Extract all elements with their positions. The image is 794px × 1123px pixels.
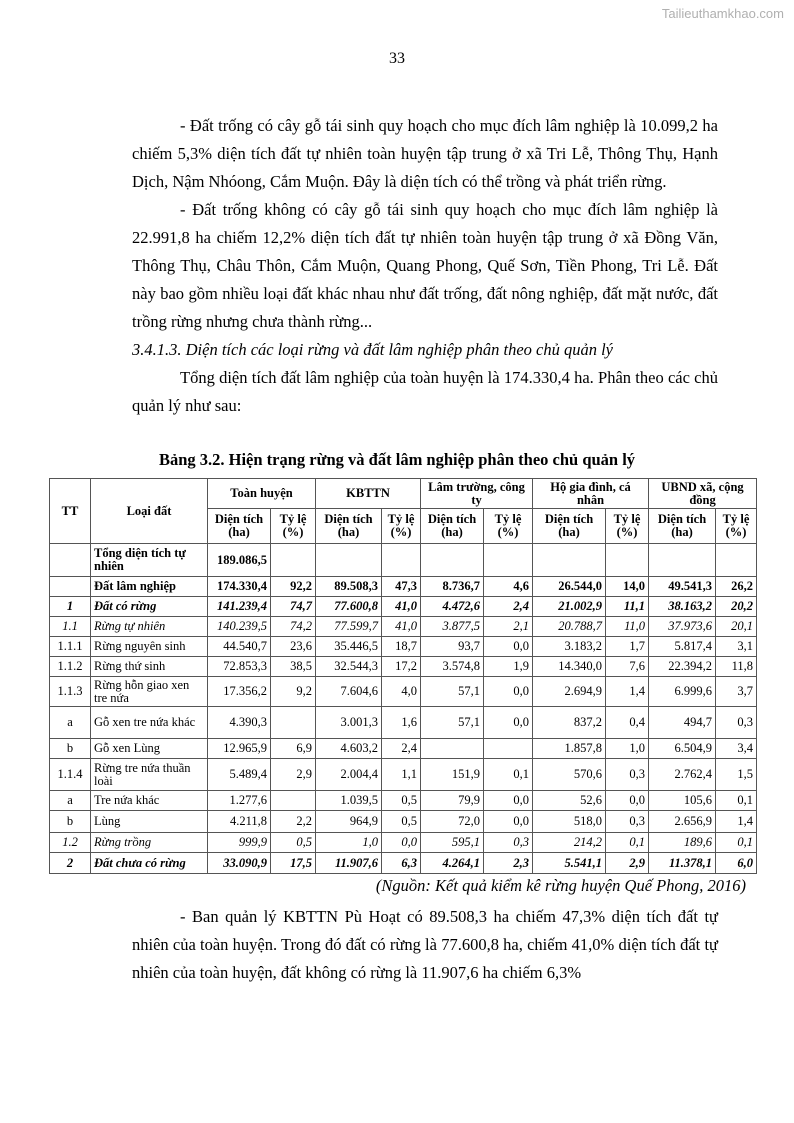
cell-value: 57,1 <box>421 707 484 739</box>
header-group: Hộ gia đình, cá nhân <box>533 479 649 509</box>
cell-value <box>382 544 421 577</box>
body-text-top <box>132 112 718 420</box>
cell-value: 105,6 <box>649 791 716 811</box>
cell-value: 11,0 <box>606 617 649 637</box>
cell-value: 4,0 <box>382 677 421 707</box>
cell-value: 35.446,5 <box>316 637 382 657</box>
watermark: Tailieuthamkhao.com <box>661 6 784 21</box>
cell-value <box>271 707 316 739</box>
cell-value: 964,9 <box>316 811 382 833</box>
cell-value: 12.965,9 <box>208 739 271 759</box>
cell-value: 3.574,8 <box>421 657 484 677</box>
table-body <box>50 544 757 874</box>
subheader: Diện tích (ha) <box>421 509 484 544</box>
cell-value: 141.239,4 <box>208 597 271 617</box>
cell-value: 93,7 <box>421 637 484 657</box>
cell-value: 11.907,6 <box>316 853 382 874</box>
table-row <box>50 833 757 853</box>
cell-land-type: Tổng diện tích tự nhiên <box>91 544 208 577</box>
cell-value: 0,1 <box>716 791 757 811</box>
cell-land-type: Rừng tre nứa thuần loài <box>91 759 208 791</box>
cell-value: 17.356,2 <box>208 677 271 707</box>
cell-value: 2,3 <box>484 853 533 874</box>
cell-value: 1,0 <box>606 739 649 759</box>
cell-value: 11,1 <box>606 597 649 617</box>
header-group: KBTTN <box>316 479 421 509</box>
cell-value: 0,3 <box>606 759 649 791</box>
paragraph: - Đất trống có cây gỗ tái sinh quy hoạch cho mục đích lâm nghiệp là 10.099,2 ha chiếm 5,3% diện tích đất tự nhiên toàn huyện tập trung ở xã Tri Lễ, Thông Thụ, Hạnh Dịch, Nậm Nhóong, Cắm Muộn. Đây là diện tích có thể trồng và phát triển rừng. <box>132 116 718 191</box>
cell-value: 7,6 <box>606 657 649 677</box>
cell-value: 1,4 <box>606 677 649 707</box>
cell-value: 89.508,3 <box>316 577 382 597</box>
subheader: Diện tích (ha) <box>316 509 382 544</box>
table-row <box>50 617 757 637</box>
cell-value: 6.999,6 <box>649 677 716 707</box>
cell-value: 4.472,6 <box>421 597 484 617</box>
cell-value: 72,0 <box>421 811 484 833</box>
cell-value: 11,8 <box>716 657 757 677</box>
table-row <box>50 853 757 874</box>
cell-value: 8.736,7 <box>421 577 484 597</box>
cell-value: 1.277,6 <box>208 791 271 811</box>
cell-value: 44.540,7 <box>208 637 271 657</box>
cell-value: 570,6 <box>533 759 606 791</box>
cell-value <box>271 544 316 577</box>
cell-value <box>484 739 533 759</box>
cell-value: 3.877,5 <box>421 617 484 637</box>
cell-value: 4.211,8 <box>208 811 271 833</box>
cell-value: 77.599,7 <box>316 617 382 637</box>
cell-value: 5.541,1 <box>533 853 606 874</box>
cell-value: 6,3 <box>382 853 421 874</box>
table-row <box>50 759 757 791</box>
cell-value: 1,9 <box>484 657 533 677</box>
cell-value: 38,5 <box>271 657 316 677</box>
cell-value: 837,2 <box>533 707 606 739</box>
cell-value: 7.604,6 <box>316 677 382 707</box>
cell-value: 0,4 <box>606 707 649 739</box>
cell-land-type: Rừng tự nhiên <box>91 617 208 637</box>
cell-value <box>716 544 757 577</box>
cell-value: 20,2 <box>716 597 757 617</box>
table-row <box>50 637 757 657</box>
table-row <box>50 544 757 577</box>
cell-value: 2,4 <box>484 597 533 617</box>
cell-value: 1,0 <box>316 833 382 853</box>
cell-value: 0,1 <box>606 833 649 853</box>
cell-value: 494,7 <box>649 707 716 739</box>
cell-value: 2.762,4 <box>649 759 716 791</box>
cell-value: 49.541,3 <box>649 577 716 597</box>
cell-value <box>316 544 382 577</box>
cell-tt: b <box>50 811 91 833</box>
cell-value: 6,9 <box>271 739 316 759</box>
cell-value: 0,3 <box>716 707 757 739</box>
cell-value: 1,6 <box>382 707 421 739</box>
cell-value: 26.544,0 <box>533 577 606 597</box>
cell-value: 0,0 <box>484 791 533 811</box>
cell-value <box>606 544 649 577</box>
cell-land-type: Đất lâm nghiệp <box>91 577 208 597</box>
cell-tt: a <box>50 707 91 739</box>
cell-value: 140.239,5 <box>208 617 271 637</box>
cell-value: 4.264,1 <box>421 853 484 874</box>
cell-value <box>271 791 316 811</box>
cell-value: 151,9 <box>421 759 484 791</box>
cell-value: 14,0 <box>606 577 649 597</box>
forest-land-table <box>49 478 757 874</box>
cell-value: 17,2 <box>382 657 421 677</box>
cell-value: 0,0 <box>382 833 421 853</box>
cell-value: 0,1 <box>716 833 757 853</box>
cell-value: 47,3 <box>382 577 421 597</box>
subheader: Tỷ lệ (%) <box>484 509 533 544</box>
cell-value: 38.163,2 <box>649 597 716 617</box>
subheader: Diện tích (ha) <box>649 509 716 544</box>
cell-value: 2.004,4 <box>316 759 382 791</box>
cell-value: 92,2 <box>271 577 316 597</box>
cell-value: 74,7 <box>271 597 316 617</box>
cell-value: 41,0 <box>382 597 421 617</box>
cell-value: 21.002,9 <box>533 597 606 617</box>
cell-value: 3.183,2 <box>533 637 606 657</box>
header-group: UBND xã, cộng đồng <box>649 479 757 509</box>
cell-value: 2,2 <box>271 811 316 833</box>
subheader: Diện tích (ha) <box>208 509 271 544</box>
cell-value: 20.788,7 <box>533 617 606 637</box>
cell-tt: b <box>50 739 91 759</box>
cell-value: 2,9 <box>606 853 649 874</box>
cell-value: 2,1 <box>484 617 533 637</box>
cell-value: 37.973,6 <box>649 617 716 637</box>
cell-value <box>484 544 533 577</box>
cell-value: 9,2 <box>271 677 316 707</box>
cell-value: 0,0 <box>606 791 649 811</box>
cell-value: 20,1 <box>716 617 757 637</box>
cell-value: 72.853,3 <box>208 657 271 677</box>
cell-land-type: Gỗ xen tre nứa khác <box>91 707 208 739</box>
cell-value: 2.694,9 <box>533 677 606 707</box>
header-loai-dat: Loại đất <box>91 479 208 544</box>
cell-value: 52,6 <box>533 791 606 811</box>
cell-value: 4.390,3 <box>208 707 271 739</box>
cell-land-type: Rừng nguyên sinh <box>91 637 208 657</box>
cell-value: 174.330,4 <box>208 577 271 597</box>
cell-value <box>649 544 716 577</box>
header-tt: TT <box>50 479 91 544</box>
cell-value: 3.001,3 <box>316 707 382 739</box>
cell-value: 999,9 <box>208 833 271 853</box>
cell-value <box>421 739 484 759</box>
subheader: Tỷ lệ (%) <box>382 509 421 544</box>
cell-land-type: Rừng thứ sinh <box>91 657 208 677</box>
cell-value: 6,0 <box>716 853 757 874</box>
cell-value: 41,0 <box>382 617 421 637</box>
cell-value: 595,1 <box>421 833 484 853</box>
cell-value: 1,7 <box>606 637 649 657</box>
cell-value: 0,0 <box>484 637 533 657</box>
cell-value: 0,0 <box>484 707 533 739</box>
cell-value: 22.394,2 <box>649 657 716 677</box>
table-row <box>50 597 757 617</box>
cell-value: 1.039,5 <box>316 791 382 811</box>
cell-value: 5.817,4 <box>649 637 716 657</box>
cell-value <box>533 544 606 577</box>
cell-value: 3,1 <box>716 637 757 657</box>
cell-value: 0,3 <box>484 833 533 853</box>
cell-value <box>421 544 484 577</box>
cell-value: 6.504,9 <box>649 739 716 759</box>
table-row <box>50 707 757 739</box>
cell-value: 214,2 <box>533 833 606 853</box>
paragraph: - Đất trống không có cây gỗ tái sinh quy hoạch cho mục đích lâm nghiệp là 22.991,8 ha chiếm 12,2% diện tích đất tự nhiên toàn huyện tập trung ở xã Đồng Văn, Thông Thụ, Châu Thôn, Cắm Muộn, Quang Phong, Quế Sơn, Tiền Phong, Tri Lễ. Đất này bao gồm nhiều loại đất khác nhau như đất trống, đất nông nghiệp, đất mặt nước, đất trồng rừng nhưng chưa thành rừng... <box>132 200 718 331</box>
section-heading: 3.4.1.3. Diện tích các loại rừng và đất lâm nghiệp phân theo chủ quản lý <box>132 340 614 359</box>
cell-value: 2.656,9 <box>649 811 716 833</box>
cell-tt: 1 <box>50 597 91 617</box>
cell-value: 518,0 <box>533 811 606 833</box>
cell-value: 4.603,2 <box>316 739 382 759</box>
cell-value: 0,5 <box>382 791 421 811</box>
cell-tt <box>50 544 91 577</box>
cell-land-type: Đất chưa có rừng <box>91 853 208 874</box>
cell-value: 1,4 <box>716 811 757 833</box>
cell-value: 17,5 <box>271 853 316 874</box>
body-text-bottom <box>132 903 718 987</box>
cell-tt: 1.1.3 <box>50 677 91 707</box>
cell-land-type: Lùng <box>91 811 208 833</box>
cell-value: 1.857,8 <box>533 739 606 759</box>
page-number: 33 <box>389 50 405 67</box>
subheader: Tỷ lệ (%) <box>606 509 649 544</box>
cell-land-type: Gỗ xen Lùng <box>91 739 208 759</box>
cell-tt <box>50 577 91 597</box>
paragraph: Tổng diện tích đất lâm nghiệp của toàn huyện là 174.330,4 ha. Phân theo các chủ quản lý như sau: <box>132 368 718 415</box>
cell-value: 189.086,5 <box>208 544 271 577</box>
table-source: (Nguồn: Kết quả kiểm kê rừng huyện Quế Phong, 2016) <box>375 876 746 895</box>
cell-value: 2,9 <box>271 759 316 791</box>
table-row <box>50 791 757 811</box>
table-row <box>50 811 757 833</box>
cell-value: 26,2 <box>716 577 757 597</box>
cell-value: 0,1 <box>484 759 533 791</box>
table-caption: Bảng 3.2. Hiện trạng rừng và đất lâm nghiệp phân theo chủ quản lý <box>158 450 636 469</box>
cell-tt: 2 <box>50 853 91 874</box>
cell-value: 11.378,1 <box>649 853 716 874</box>
cell-value: 3,7 <box>716 677 757 707</box>
cell-value: 0,0 <box>484 677 533 707</box>
cell-value: 0,0 <box>484 811 533 833</box>
cell-value: 0,3 <box>606 811 649 833</box>
cell-value: 1,5 <box>716 759 757 791</box>
cell-land-type: Đất có rừng <box>91 597 208 617</box>
cell-tt: 1.1.2 <box>50 657 91 677</box>
cell-value: 189,6 <box>649 833 716 853</box>
paragraph: - Ban quản lý KBTTN Pù Hoạt có 89.508,3 ha chiếm 47,3% diện tích đất tự nhiên của toàn huyện. Trong đó đất có rừng là 77.600,8 ha, chiếm 41,0% diện tích đất tự nhiên của toàn huyện, đất không có rừng là 11.907,6 ha chiếm 6,3% <box>132 907 718 982</box>
table-row <box>50 577 757 597</box>
cell-value: 0,5 <box>382 811 421 833</box>
cell-land-type: Rừng trồng <box>91 833 208 853</box>
cell-tt: 1.2 <box>50 833 91 853</box>
cell-land-type: Rừng hỗn giao xen tre nứa <box>91 677 208 707</box>
cell-tt: 1.1.1 <box>50 637 91 657</box>
subheader: Tỷ lệ (%) <box>716 509 757 544</box>
header-group: Lâm trường, công ty <box>421 479 533 509</box>
cell-value: 74,2 <box>271 617 316 637</box>
cell-value: 0,5 <box>271 833 316 853</box>
cell-value: 2,4 <box>382 739 421 759</box>
cell-value: 1,1 <box>382 759 421 791</box>
cell-value: 79,9 <box>421 791 484 811</box>
cell-tt: a <box>50 791 91 811</box>
table-row <box>50 677 757 707</box>
cell-value: 18,7 <box>382 637 421 657</box>
cell-value: 14.340,0 <box>533 657 606 677</box>
header-group: Toàn huyện <box>208 479 316 509</box>
cell-value: 77.600,8 <box>316 597 382 617</box>
table-row <box>50 739 757 759</box>
cell-value: 4,6 <box>484 577 533 597</box>
subheader: Tỷ lệ (%) <box>271 509 316 544</box>
cell-value: 23,6 <box>271 637 316 657</box>
cell-value: 57,1 <box>421 677 484 707</box>
subheader: Diện tích (ha) <box>533 509 606 544</box>
cell-value: 33.090,9 <box>208 853 271 874</box>
table-row <box>50 657 757 677</box>
cell-value: 32.544,3 <box>316 657 382 677</box>
cell-tt: 1.1 <box>50 617 91 637</box>
cell-value: 5.489,4 <box>208 759 271 791</box>
cell-tt: 1.1.4 <box>50 759 91 791</box>
cell-value: 3,4 <box>716 739 757 759</box>
cell-land-type: Tre nứa khác <box>91 791 208 811</box>
